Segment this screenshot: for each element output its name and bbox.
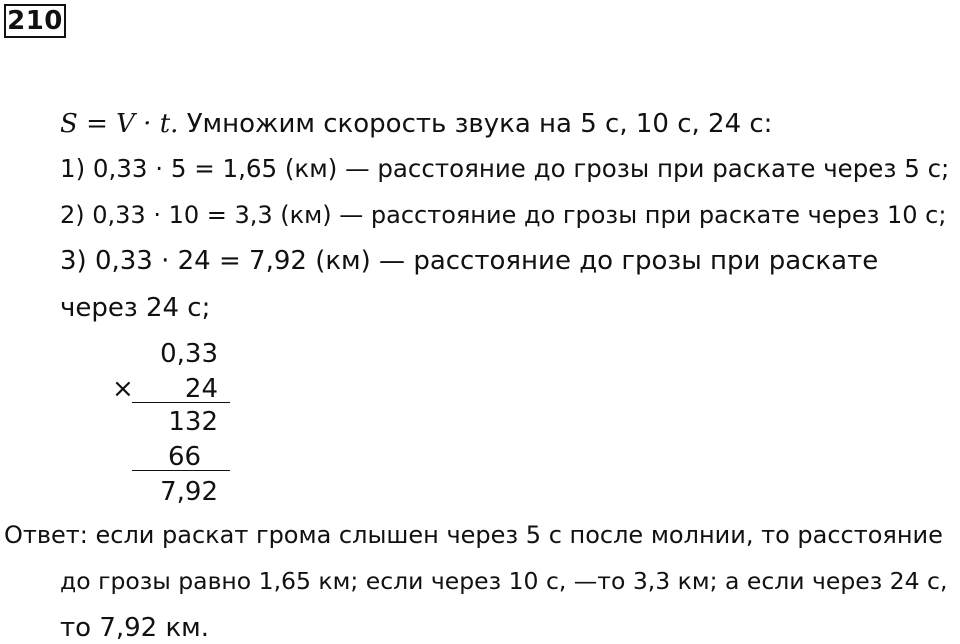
solution-line-2: 2) 0,33 · 10 = 3,3 (км) — расстояние до грозы при раскате через 10 с; — [60, 201, 947, 229]
multiplication-result: 7,92 — [160, 477, 218, 507]
partial-product-2: 66 — [168, 442, 202, 472]
solution-line-3: 3) 0,33 · 24 = 7,92 (км) — расстояние до грозы при раскате — [60, 246, 879, 276]
formula: S = V · t. — [60, 109, 179, 139]
multiplicand: 0,33 — [160, 339, 218, 369]
answer-line-1: Ответ: если раскат грома слышен через 5 с после молнии, то расстояние — [4, 521, 943, 549]
answer-line-3: то 7,92 км. — [60, 613, 210, 643]
solution-line-1: 1) 0,33 · 5 = 1,65 (км) — расстояние до грозы при раскате через 5 с; — [60, 154, 950, 183]
intro-text: Умножим скорость звука на 5 с, 10 с, 24 с: — [186, 109, 773, 139]
multiplier: 24 — [184, 374, 218, 404]
solution-line-4: через 24 с; — [60, 293, 211, 323]
formula-line — [60, 108, 772, 140]
problem-number-box: 210 — [4, 4, 66, 38]
multiplication-rule-2 — [132, 470, 230, 471]
answer-line-2: до грозы равно 1,65 км; если через 10 с, —то 3,3 км; а если через 24 с, — [60, 567, 948, 595]
multiplication-rule-1 — [132, 402, 230, 403]
partial-product-1: 132 — [168, 407, 218, 437]
multiply-sign: × — [112, 374, 134, 404]
